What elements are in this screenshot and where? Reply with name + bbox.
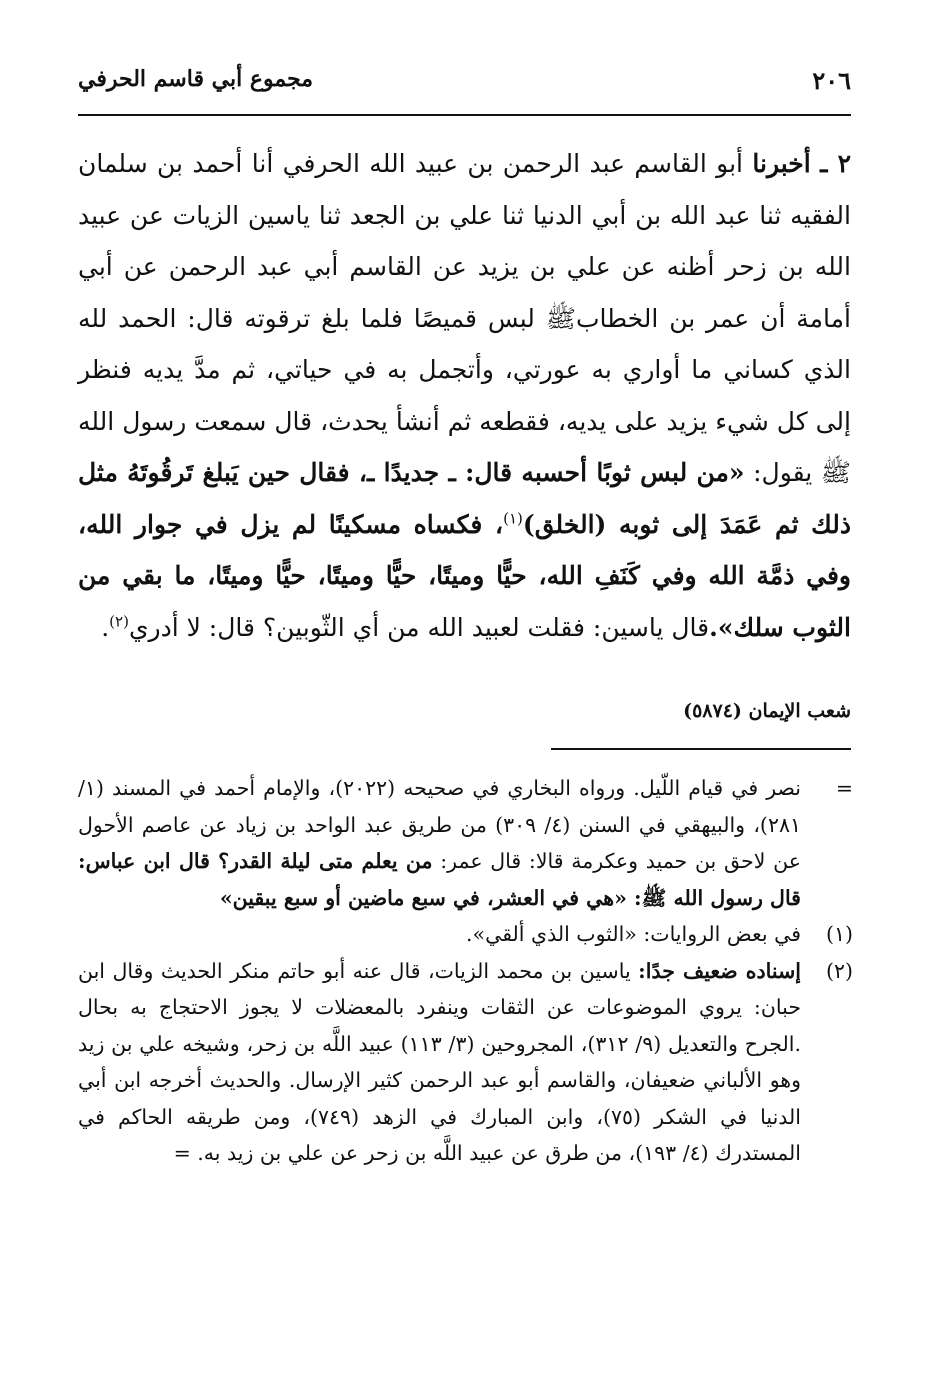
- hadith-isnad: أبو القاسم عبد الرحمن بن عبيد الله الحرفي أنا أحمد بن سلمان الفقيه ثنا عبد الله بن أبي الدنيا ثنا علي بن الجعد ثنا ياسين الزيات عن عبيد الله بن زحر أظنه عن علي بن يزيد عن القاسم أبي عبد الرحمن عن أبي أمامة أن عمر بن الخطاب: [78, 149, 852, 333]
- hadith-says: يقول:: [753, 458, 813, 487]
- footnote-text: في بعض الروايات: «الثوب الذي ألقي».: [466, 922, 801, 946]
- hadith-closing: قال ياسين: فقلت لعبيد الله من أي الثّوبين؟ قال: لا أدري: [128, 612, 710, 642]
- hadith-quote-continued: ، فكساه مسكينًا لم يزل في جوار الله، وفي ذمَّة الله وفي كَنَفِ الله، حيًّا وميتًا، حيًّا وميتًا، حيًّا وميتًا، ما بقي من الثوب سلك».: [78, 509, 851, 642]
- source-reference: شعب الإيمان (٥٨٧٤): [683, 700, 851, 722]
- page-header: [78, 60, 851, 110]
- footnote-ref-1[interactable]: (١): [503, 509, 523, 528]
- footnote-divider: [551, 748, 851, 750]
- page-number: ٢٠٦: [812, 66, 851, 95]
- hadith-text: [78, 138, 851, 653]
- hadith-quote: «من لبس ثوبًا أحسبه قال: ـ جديدًا ـ، فقال حين يَبلغ تَرقُوتَهُ مثل ذلك ثم عَمَدَ إلى ثوبه (الخلق): [78, 458, 852, 539]
- footnote-bold-lead: إسناده ضعيف جدًا:: [638, 958, 801, 983]
- footnote-bold-text: من يعلم متى ليلة القدر؟ قال ابن عباس: قال رسول الله ﷺ: «هي في العشر، في سبع ماضين أو سبع يبقين»: [78, 849, 801, 910]
- footnotes: [78, 770, 853, 1172]
- header-divider: [78, 114, 851, 116]
- hadith-end: .: [101, 612, 110, 642]
- honorific-mark: ﷺ: [545, 303, 576, 333]
- hadith-narrative: لبس قميصًا فلما بلغ ترقوته قال: الحمد لله الذي كساني ما أواري به عورتي، وأتجمل به في حياتي، ثم مدَّ يديه فنظر إلى كل شيء يزيد على يديه، فقطعه ثم أنشأ يحدث، قال سمعت رسول الله: [78, 303, 851, 436]
- footnote-ref-2[interactable]: (٢): [109, 612, 129, 631]
- footnote-continuation: [78, 770, 853, 916]
- footnote-1: [78, 916, 853, 953]
- running-title: مجموع أبي قاسم الحرفي: [78, 66, 314, 92]
- footnote-2: [78, 953, 853, 1172]
- footnote-text: ياسين بن محمد الزيات، قال عنه أبو حاتم منكر الحديث وقال ابن حبان: يروي الموضوعات عن الثقات وينفرد بالمعضلات لا يجوز الاحتجاج به بحال .الجرح والتعديل (٩/ ٣١٢)، المجروحين (٣/ ١١٣) عبيد اللَّه بن زحر، وشيخه علي بن زيد وهو الألباني ضعيفان، والقاسم أبو عبد الرحمن كثير الإرسال. والحديث أخرجه ابن أبي الدنيا في الشكر (٧٥)، وابن المبارك في الزهد (٧٤٩)، ومن طريقه الحاكم في المستدرك (٤/ ١٩٣)، من طرق عن عبيد اللَّه بن زحر عن علي بن زيد به. =: [78, 958, 801, 1165]
- honorific-mark: ﷺ: [820, 458, 851, 487]
- hadith-opening: أخبرنا: [752, 149, 811, 178]
- footnote-marker: =: [835, 776, 853, 800]
- footnote-marker: (٢): [825, 958, 853, 983]
- footnote-text: نصر في قيام اللّيل. ورواه البخاري في صحيحه (٢٠٢٢)، والإمام أحمد في المسند (١/ ٢٨١)، والبيهقي في السنن (٤/ ٣٠٩) من طريق عبد الواحد بن زياد عن عاصم الأحول عن لاحق بن حميد وعكرمة قالا: قال عمر:: [78, 776, 802, 873]
- footnote-marker: (١): [825, 922, 853, 946]
- hadith-number: ٢ ـ: [820, 149, 851, 178]
